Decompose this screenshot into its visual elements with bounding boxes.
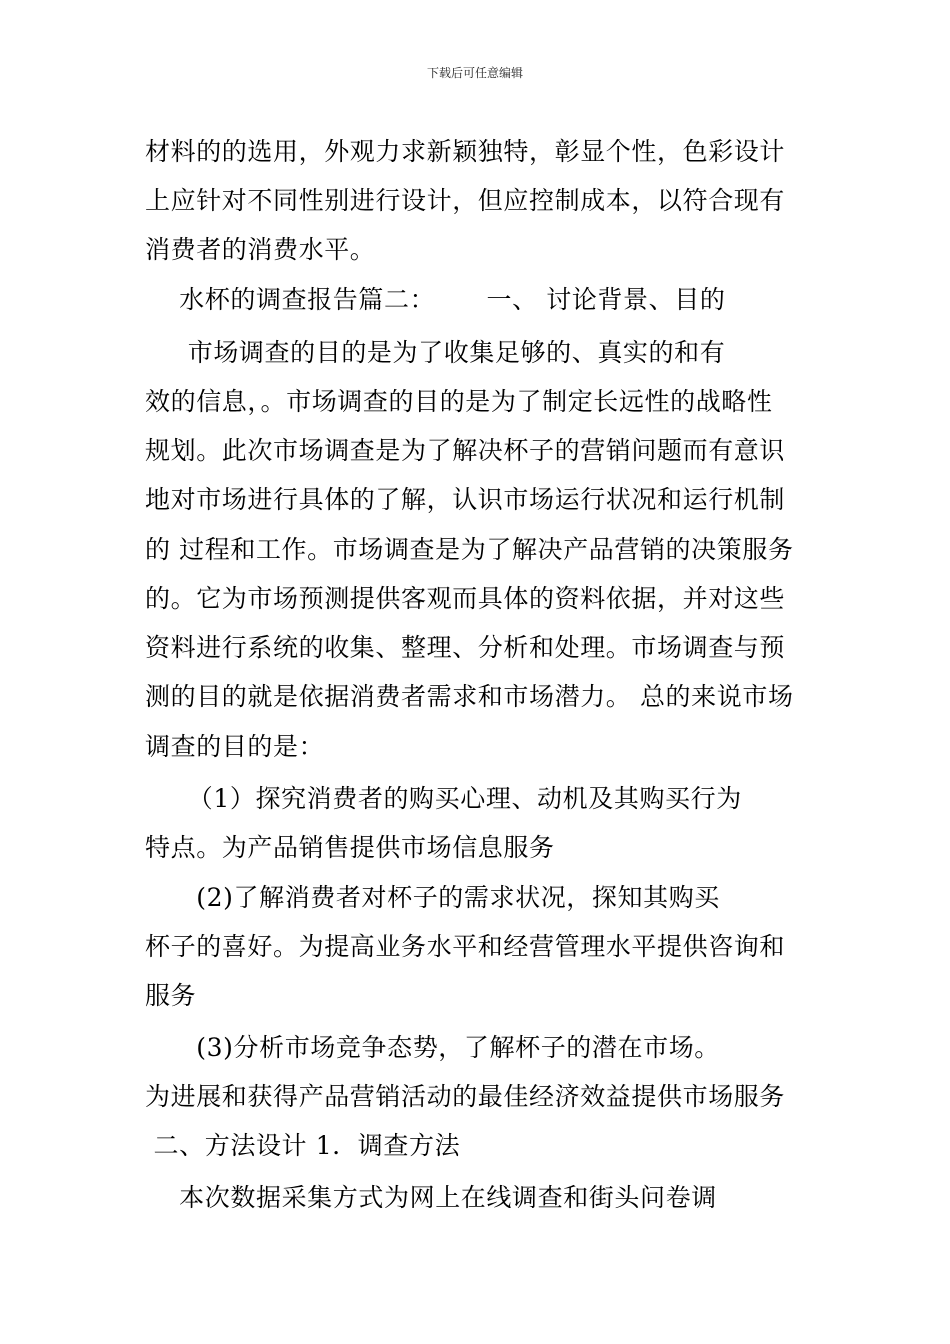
body-line: 调查的目的是： [145,732,325,761]
body-line: 本次数据采集方式为网上在线调查和街头问卷调 [145,1183,717,1212]
body-line: 消费者的消费水平。 [145,235,376,264]
body-line: 上应针对不同性别进行设计，但应控制成本，以符合现有 [145,186,786,215]
page-header: 下载后可任意编辑 [426,66,523,80]
body-line: 特点。为产品销售提供市场信息服务 [145,833,555,862]
section-heading-line: 水杯的调查报告篇二： 一、 讨论背景、目的 [145,285,726,314]
body-line: 杯子的喜好。为提高业务水平和经营管理水平提供咨询和 [145,932,786,961]
section-heading-line: 二、方法设计 1．调查方法 [145,1131,461,1160]
body-line: 规划。此次市场调查是为了解决杯子的营销问题而有意识 [145,436,786,465]
body-line: 市场调查的目的是为了收集足够的、真实的和有 [145,338,726,367]
body-line: 材料的的选用，外观力求新颖独特，彰显个性，色彩设计 [145,137,786,166]
body-line: 的 过程和工作。市场调查是为了解决产品营销的决策服务 [145,535,794,564]
list-item-line: (2)了解消费者对杯子的需求状况，探知其购买 [145,883,720,912]
body-line: 的。它为市场预测提供客观而具体的资料依据，并对这些 [145,584,786,613]
body-line: 效的信息，。市场调查的目的是为了制定长远性的战略性 [145,387,773,416]
list-item-line: (3)分析市场竞争态势，了解杯子的潜在市场。 [145,1033,720,1062]
body-line: 服务 [145,981,197,1010]
list-item-line: （1）探究消费者的购买心理、动机及其购买行为 [145,784,742,813]
body-line: 为进展和获得产品营销活动的最佳经济效益提供市场服务 [145,1082,786,1111]
body-line: 资料进行系统的收集、整理、分析和处理。市场调查与预 [145,633,786,662]
body-line: 测的目的就是依据消费者需求和市场潜力。 总的来说市场 [145,682,794,711]
body-line: 地对市场进行具体的了解，认识市场运行状况和运行机制 [145,485,786,514]
